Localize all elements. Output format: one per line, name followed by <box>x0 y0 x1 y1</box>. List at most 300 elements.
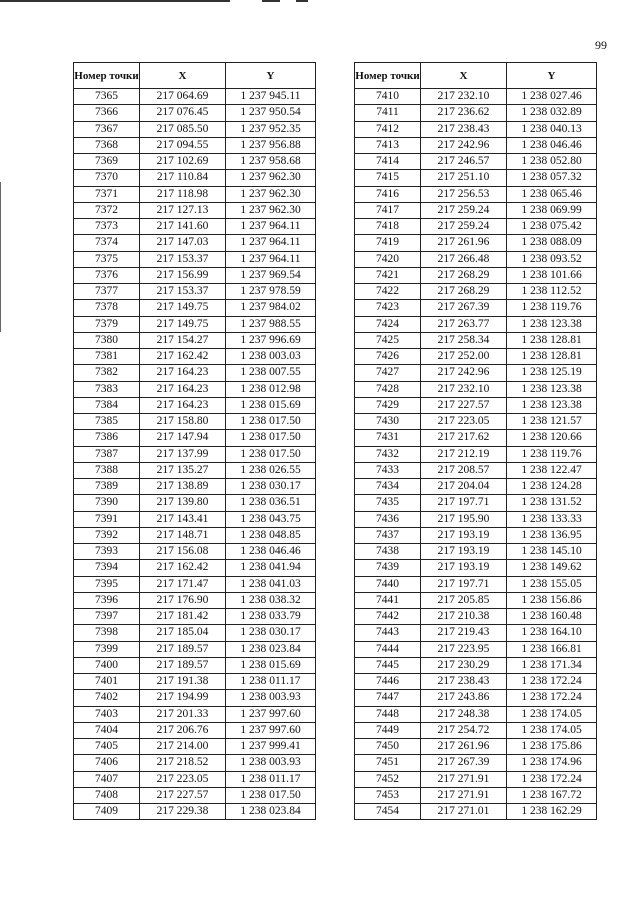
cell-x-coordinate: 217 248.38 <box>421 706 507 722</box>
table-row <box>74 381 316 397</box>
cell-y-coordinate: 1 237 964.11 <box>226 219 316 235</box>
cell-point-number: 7420 <box>355 251 421 267</box>
table-row <box>355 641 597 657</box>
cell-y-coordinate: 1 238 160.48 <box>507 609 597 625</box>
cell-y-coordinate: 1 238 017.50 <box>226 787 316 803</box>
cell-point-number: 7453 <box>355 787 421 803</box>
table-row <box>74 446 316 462</box>
cell-point-number: 7409 <box>74 804 140 820</box>
cell-x-coordinate: 217 210.38 <box>421 609 507 625</box>
cell-x-coordinate: 217 118.98 <box>140 186 226 202</box>
cell-y-coordinate: 1 238 123.38 <box>507 316 597 332</box>
cell-x-coordinate: 217 242.96 <box>421 365 507 381</box>
cell-point-number: 7444 <box>355 641 421 657</box>
scan-artifact-line <box>0 0 230 2</box>
table-row <box>74 316 316 332</box>
cell-point-number: 7427 <box>355 365 421 381</box>
table-row <box>355 105 597 121</box>
cell-y-coordinate: 1 238 041.03 <box>226 576 316 592</box>
cell-y-coordinate: 1 237 996.69 <box>226 332 316 348</box>
cell-point-number: 7431 <box>355 430 421 446</box>
cell-point-number: 7418 <box>355 219 421 235</box>
cell-y-coordinate: 1 238 007.55 <box>226 365 316 381</box>
table-row <box>74 592 316 608</box>
table-row <box>355 511 597 527</box>
cell-point-number: 7421 <box>355 267 421 283</box>
cell-point-number: 7393 <box>74 544 140 560</box>
cell-y-coordinate: 1 238 075.42 <box>507 219 597 235</box>
cell-point-number: 7414 <box>355 154 421 170</box>
cell-point-number: 7395 <box>74 576 140 592</box>
cell-y-coordinate: 1 238 011.17 <box>226 674 316 690</box>
cell-point-number: 7417 <box>355 202 421 218</box>
cell-point-number: 7419 <box>355 235 421 251</box>
table-row <box>74 235 316 251</box>
cell-y-coordinate: 1 238 030.17 <box>226 479 316 495</box>
cell-point-number: 7426 <box>355 349 421 365</box>
cell-x-coordinate: 217 076.45 <box>140 105 226 121</box>
cell-y-coordinate: 1 238 149.62 <box>507 560 597 576</box>
table-row <box>74 365 316 381</box>
cell-point-number: 7433 <box>355 462 421 478</box>
cell-y-coordinate: 1 238 174.05 <box>507 722 597 738</box>
cell-x-coordinate: 217 148.71 <box>140 527 226 543</box>
cell-y-coordinate: 1 237 969.54 <box>226 267 316 283</box>
cell-x-coordinate: 217 227.57 <box>421 397 507 413</box>
cell-y-coordinate: 1 238 171.34 <box>507 657 597 673</box>
cell-y-coordinate: 1 238 124.28 <box>507 479 597 495</box>
table-row <box>74 495 316 511</box>
cell-x-coordinate: 217 261.96 <box>421 235 507 251</box>
cell-y-coordinate: 1 237 964.11 <box>226 251 316 267</box>
cell-x-coordinate: 217 256.53 <box>421 186 507 202</box>
cell-y-coordinate: 1 237 997.60 <box>226 706 316 722</box>
cell-x-coordinate: 217 268.29 <box>421 284 507 300</box>
cell-x-coordinate: 217 219.43 <box>421 625 507 641</box>
cell-y-coordinate: 1 237 962.30 <box>226 186 316 202</box>
cell-y-coordinate: 1 238 120.66 <box>507 430 597 446</box>
cell-y-coordinate: 1 238 040.13 <box>507 121 597 137</box>
cell-y-coordinate: 1 238 003.93 <box>226 755 316 771</box>
cell-y-coordinate: 1 238 128.81 <box>507 332 597 348</box>
cell-x-coordinate: 217 251.10 <box>421 170 507 186</box>
cell-y-coordinate: 1 238 101.66 <box>507 267 597 283</box>
table-row <box>74 105 316 121</box>
cell-x-coordinate: 217 266.48 <box>421 251 507 267</box>
cell-x-coordinate: 217 153.37 <box>140 251 226 267</box>
cell-point-number: 7401 <box>74 674 140 690</box>
table-row <box>74 771 316 787</box>
cell-x-coordinate: 217 238.43 <box>421 121 507 137</box>
cell-point-number: 7428 <box>355 381 421 397</box>
cell-x-coordinate: 217 191.38 <box>140 674 226 690</box>
cell-x-coordinate: 217 238.43 <box>421 674 507 690</box>
header-point-number: Номер точки <box>355 63 421 89</box>
table-row <box>74 219 316 235</box>
cell-x-coordinate: 217 236.62 <box>421 105 507 121</box>
cell-y-coordinate: 1 238 017.50 <box>226 446 316 462</box>
table-row <box>355 527 597 543</box>
table-row <box>355 89 597 105</box>
cell-point-number: 7381 <box>74 349 140 365</box>
cell-y-coordinate: 1 238 017.50 <box>226 430 316 446</box>
cell-x-coordinate: 217 164.23 <box>140 365 226 381</box>
cell-point-number: 7438 <box>355 544 421 560</box>
table-row <box>74 349 316 365</box>
table-row <box>355 625 597 641</box>
cell-x-coordinate: 217 181.42 <box>140 609 226 625</box>
cell-point-number: 7375 <box>74 251 140 267</box>
cell-x-coordinate: 217 102.69 <box>140 154 226 170</box>
table-header-row <box>74 63 316 89</box>
cell-point-number: 7386 <box>74 430 140 446</box>
cell-y-coordinate: 1 238 125.19 <box>507 365 597 381</box>
table-row <box>355 462 597 478</box>
cell-x-coordinate: 217 197.71 <box>421 495 507 511</box>
table-row <box>355 560 597 576</box>
table-row <box>355 219 597 235</box>
cell-x-coordinate: 217 243.86 <box>421 690 507 706</box>
cell-y-coordinate: 1 237 958.68 <box>226 154 316 170</box>
cell-y-coordinate: 1 238 172.24 <box>507 674 597 690</box>
cell-y-coordinate: 1 237 962.30 <box>226 202 316 218</box>
table-row <box>355 397 597 413</box>
cell-x-coordinate: 217 135.27 <box>140 462 226 478</box>
cell-point-number: 7392 <box>74 527 140 543</box>
cell-x-coordinate: 217 268.29 <box>421 267 507 283</box>
cell-x-coordinate: 217 094.55 <box>140 137 226 153</box>
cell-point-number: 7442 <box>355 609 421 625</box>
coordinates-table-left <box>73 62 316 820</box>
cell-y-coordinate: 1 238 052.80 <box>507 154 597 170</box>
table-row <box>74 154 316 170</box>
cell-y-coordinate: 1 238 012.98 <box>226 381 316 397</box>
cell-point-number: 7446 <box>355 674 421 690</box>
coordinates-table-right <box>354 62 597 820</box>
cell-point-number: 7406 <box>74 755 140 771</box>
cell-x-coordinate: 217 223.05 <box>421 414 507 430</box>
cell-y-coordinate: 1 238 032.89 <box>507 105 597 121</box>
cell-x-coordinate: 217 204.04 <box>421 479 507 495</box>
cell-x-coordinate: 217 218.52 <box>140 755 226 771</box>
table-row <box>355 430 597 446</box>
cell-x-coordinate: 217 263.77 <box>421 316 507 332</box>
cell-x-coordinate: 217 171.47 <box>140 576 226 592</box>
cell-point-number: 7391 <box>74 511 140 527</box>
cell-y-coordinate: 1 238 172.24 <box>507 690 597 706</box>
table-row <box>355 446 597 462</box>
cell-point-number: 7372 <box>74 202 140 218</box>
table-row <box>74 462 316 478</box>
cell-point-number: 7432 <box>355 446 421 462</box>
cell-y-coordinate: 1 238 166.81 <box>507 641 597 657</box>
table-row <box>74 625 316 641</box>
table-row <box>355 381 597 397</box>
cell-y-coordinate: 1 238 155.05 <box>507 576 597 592</box>
cell-point-number: 7380 <box>74 332 140 348</box>
cell-point-number: 7423 <box>355 300 421 316</box>
table-row <box>74 170 316 186</box>
cell-y-coordinate: 1 238 088.09 <box>507 235 597 251</box>
table-row <box>355 787 597 803</box>
cell-y-coordinate: 1 238 136.95 <box>507 527 597 543</box>
cell-y-coordinate: 1 238 145.10 <box>507 544 597 560</box>
table-row <box>74 657 316 673</box>
cell-y-coordinate: 1 238 123.38 <box>507 381 597 397</box>
cell-x-coordinate: 217 197.71 <box>421 576 507 592</box>
cell-x-coordinate: 217 193.19 <box>421 560 507 576</box>
cell-point-number: 7405 <box>74 739 140 755</box>
table-row <box>355 690 597 706</box>
cell-point-number: 7435 <box>355 495 421 511</box>
cell-y-coordinate: 1 238 093.52 <box>507 251 597 267</box>
cell-y-coordinate: 1 238 003.93 <box>226 690 316 706</box>
cell-y-coordinate: 1 237 984.02 <box>226 300 316 316</box>
cell-point-number: 7439 <box>355 560 421 576</box>
table-row <box>74 430 316 446</box>
cell-y-coordinate: 1 237 945.11 <box>226 89 316 105</box>
cell-y-coordinate: 1 238 003.03 <box>226 349 316 365</box>
table-row <box>74 284 316 300</box>
cell-point-number: 7425 <box>355 332 421 348</box>
cell-y-coordinate: 1 238 133.33 <box>507 511 597 527</box>
table-row <box>74 739 316 755</box>
table-row <box>74 479 316 495</box>
table-row <box>355 771 597 787</box>
cell-point-number: 7378 <box>74 300 140 316</box>
table-row <box>74 267 316 283</box>
cell-point-number: 7429 <box>355 397 421 413</box>
table-row <box>74 641 316 657</box>
cell-point-number: 7382 <box>74 365 140 381</box>
cell-point-number: 7369 <box>74 154 140 170</box>
cell-point-number: 7394 <box>74 560 140 576</box>
table-row <box>74 690 316 706</box>
cell-y-coordinate: 1 238 167.72 <box>507 787 597 803</box>
cell-y-coordinate: 1 238 048.85 <box>226 527 316 543</box>
cell-point-number: 7367 <box>74 121 140 137</box>
cell-y-coordinate: 1 238 119.76 <box>507 446 597 462</box>
cell-point-number: 7373 <box>74 219 140 235</box>
cell-y-coordinate: 1 238 174.96 <box>507 755 597 771</box>
cell-y-coordinate: 1 238 172.24 <box>507 771 597 787</box>
table-row <box>355 414 597 430</box>
cell-point-number: 7384 <box>74 397 140 413</box>
cell-x-coordinate: 217 271.91 <box>421 787 507 803</box>
cell-y-coordinate: 1 238 043.75 <box>226 511 316 527</box>
cell-point-number: 7407 <box>74 771 140 787</box>
cell-point-number: 7404 <box>74 722 140 738</box>
cell-x-coordinate: 217 259.24 <box>421 219 507 235</box>
cell-y-coordinate: 1 237 950.54 <box>226 105 316 121</box>
cell-point-number: 7452 <box>355 771 421 787</box>
cell-x-coordinate: 217 164.23 <box>140 381 226 397</box>
cell-x-coordinate: 217 232.10 <box>421 381 507 397</box>
table-row <box>74 121 316 137</box>
cell-point-number: 7371 <box>74 186 140 202</box>
table-row <box>355 137 597 153</box>
cell-point-number: 7454 <box>355 804 421 820</box>
table-row <box>355 202 597 218</box>
cell-y-coordinate: 1 238 030.17 <box>226 625 316 641</box>
table-row <box>355 739 597 755</box>
scan-artifact-line <box>296 0 308 2</box>
cell-point-number: 7412 <box>355 121 421 137</box>
table-row <box>74 804 316 820</box>
cell-point-number: 7449 <box>355 722 421 738</box>
cell-x-coordinate: 217 138.89 <box>140 479 226 495</box>
cell-y-coordinate: 1 238 038.32 <box>226 592 316 608</box>
cell-point-number: 7411 <box>355 105 421 121</box>
cell-y-coordinate: 1 237 962.30 <box>226 170 316 186</box>
table-row <box>74 300 316 316</box>
cell-x-coordinate: 217 271.91 <box>421 771 507 787</box>
table-row <box>355 657 597 673</box>
table-row <box>355 365 597 381</box>
cell-x-coordinate: 217 156.99 <box>140 267 226 283</box>
cell-y-coordinate: 1 238 057.32 <box>507 170 597 186</box>
cell-x-coordinate: 217 189.57 <box>140 657 226 673</box>
cell-x-coordinate: 217 194.99 <box>140 690 226 706</box>
table-row <box>74 186 316 202</box>
table-row <box>74 576 316 592</box>
cell-x-coordinate: 217 139.80 <box>140 495 226 511</box>
cell-y-coordinate: 1 238 174.05 <box>507 706 597 722</box>
cell-x-coordinate: 217 185.04 <box>140 625 226 641</box>
cell-x-coordinate: 217 149.75 <box>140 300 226 316</box>
table-row <box>355 544 597 560</box>
cell-y-coordinate: 1 238 156.86 <box>507 592 597 608</box>
cell-x-coordinate: 217 229.38 <box>140 804 226 820</box>
cell-x-coordinate: 217 147.03 <box>140 235 226 251</box>
cell-y-coordinate: 1 237 952.35 <box>226 121 316 137</box>
cell-point-number: 7400 <box>74 657 140 673</box>
cell-point-number: 7397 <box>74 609 140 625</box>
cell-point-number: 7434 <box>355 479 421 495</box>
cell-point-number: 7415 <box>355 170 421 186</box>
cell-point-number: 7413 <box>355 137 421 153</box>
cell-x-coordinate: 217 205.85 <box>421 592 507 608</box>
cell-y-coordinate: 1 238 128.81 <box>507 349 597 365</box>
table-row <box>355 284 597 300</box>
cell-point-number: 7436 <box>355 511 421 527</box>
table-row <box>355 235 597 251</box>
cell-x-coordinate: 217 141.60 <box>140 219 226 235</box>
table-row <box>355 316 597 332</box>
cell-x-coordinate: 217 252.00 <box>421 349 507 365</box>
cell-y-coordinate: 1 237 997.60 <box>226 722 316 738</box>
cell-point-number: 7377 <box>74 284 140 300</box>
cell-x-coordinate: 217 156.08 <box>140 544 226 560</box>
cell-x-coordinate: 217 149.75 <box>140 316 226 332</box>
cell-x-coordinate: 217 271.01 <box>421 804 507 820</box>
table-row <box>74 787 316 803</box>
cell-y-coordinate: 1 238 123.38 <box>507 397 597 413</box>
table-row <box>74 202 316 218</box>
cell-y-coordinate: 1 238 046.46 <box>507 137 597 153</box>
table-row <box>74 674 316 690</box>
table-row <box>74 544 316 560</box>
table-row <box>355 300 597 316</box>
cell-x-coordinate: 217 153.37 <box>140 284 226 300</box>
table-row <box>355 332 597 348</box>
cell-x-coordinate: 217 230.29 <box>421 657 507 673</box>
table-row <box>355 706 597 722</box>
cell-y-coordinate: 1 237 956.88 <box>226 137 316 153</box>
table-row <box>74 511 316 527</box>
cell-x-coordinate: 217 267.39 <box>421 755 507 771</box>
table-row <box>355 804 597 820</box>
cell-x-coordinate: 217 227.57 <box>140 787 226 803</box>
cell-x-coordinate: 217 212.19 <box>421 446 507 462</box>
cell-x-coordinate: 217 162.42 <box>140 349 226 365</box>
cell-point-number: 7441 <box>355 592 421 608</box>
cell-point-number: 7424 <box>355 316 421 332</box>
cell-y-coordinate: 1 238 023.84 <box>226 804 316 820</box>
cell-y-coordinate: 1 238 015.69 <box>226 657 316 673</box>
cell-x-coordinate: 217 267.39 <box>421 300 507 316</box>
cell-x-coordinate: 217 223.95 <box>421 641 507 657</box>
cell-x-coordinate: 217 254.72 <box>421 722 507 738</box>
table-row <box>74 251 316 267</box>
table-row <box>355 609 597 625</box>
table-row <box>74 414 316 430</box>
cell-x-coordinate: 217 154.27 <box>140 332 226 348</box>
cell-point-number: 7451 <box>355 755 421 771</box>
cell-point-number: 7410 <box>355 89 421 105</box>
table-row <box>355 349 597 365</box>
cell-point-number: 7368 <box>74 137 140 153</box>
table-row <box>74 332 316 348</box>
cell-y-coordinate: 1 238 046.46 <box>226 544 316 560</box>
cell-point-number: 7376 <box>74 267 140 283</box>
cell-x-coordinate: 217 189.57 <box>140 641 226 657</box>
cell-x-coordinate: 217 261.96 <box>421 739 507 755</box>
table-row <box>74 560 316 576</box>
cell-x-coordinate: 217 127.13 <box>140 202 226 218</box>
table-row <box>74 722 316 738</box>
cell-y-coordinate: 1 238 162.29 <box>507 804 597 820</box>
table-row <box>74 527 316 543</box>
table-row <box>355 592 597 608</box>
table-row <box>355 722 597 738</box>
table-row <box>74 397 316 413</box>
cell-point-number: 7445 <box>355 657 421 673</box>
cell-point-number: 7450 <box>355 739 421 755</box>
cell-x-coordinate: 217 064.69 <box>140 89 226 105</box>
cell-point-number: 7365 <box>74 89 140 105</box>
header-x: X <box>421 63 507 89</box>
cell-x-coordinate: 217 193.19 <box>421 527 507 543</box>
cell-y-coordinate: 1 238 175.86 <box>507 739 597 755</box>
cell-x-coordinate: 217 201.33 <box>140 706 226 722</box>
cell-x-coordinate: 217 246.57 <box>421 154 507 170</box>
cell-x-coordinate: 217 208.57 <box>421 462 507 478</box>
cell-point-number: 7388 <box>74 462 140 478</box>
cell-y-coordinate: 1 238 164.10 <box>507 625 597 641</box>
cell-y-coordinate: 1 238 027.46 <box>507 89 597 105</box>
cell-point-number: 7430 <box>355 414 421 430</box>
cell-y-coordinate: 1 238 036.51 <box>226 495 316 511</box>
cell-point-number: 7390 <box>74 495 140 511</box>
cell-x-coordinate: 217 147.94 <box>140 430 226 446</box>
table-row <box>355 755 597 771</box>
cell-x-coordinate: 217 242.96 <box>421 137 507 153</box>
cell-y-coordinate: 1 238 122.47 <box>507 462 597 478</box>
header-x: X <box>140 63 226 89</box>
cell-y-coordinate: 1 238 069.99 <box>507 202 597 218</box>
header-y: Y <box>226 63 316 89</box>
